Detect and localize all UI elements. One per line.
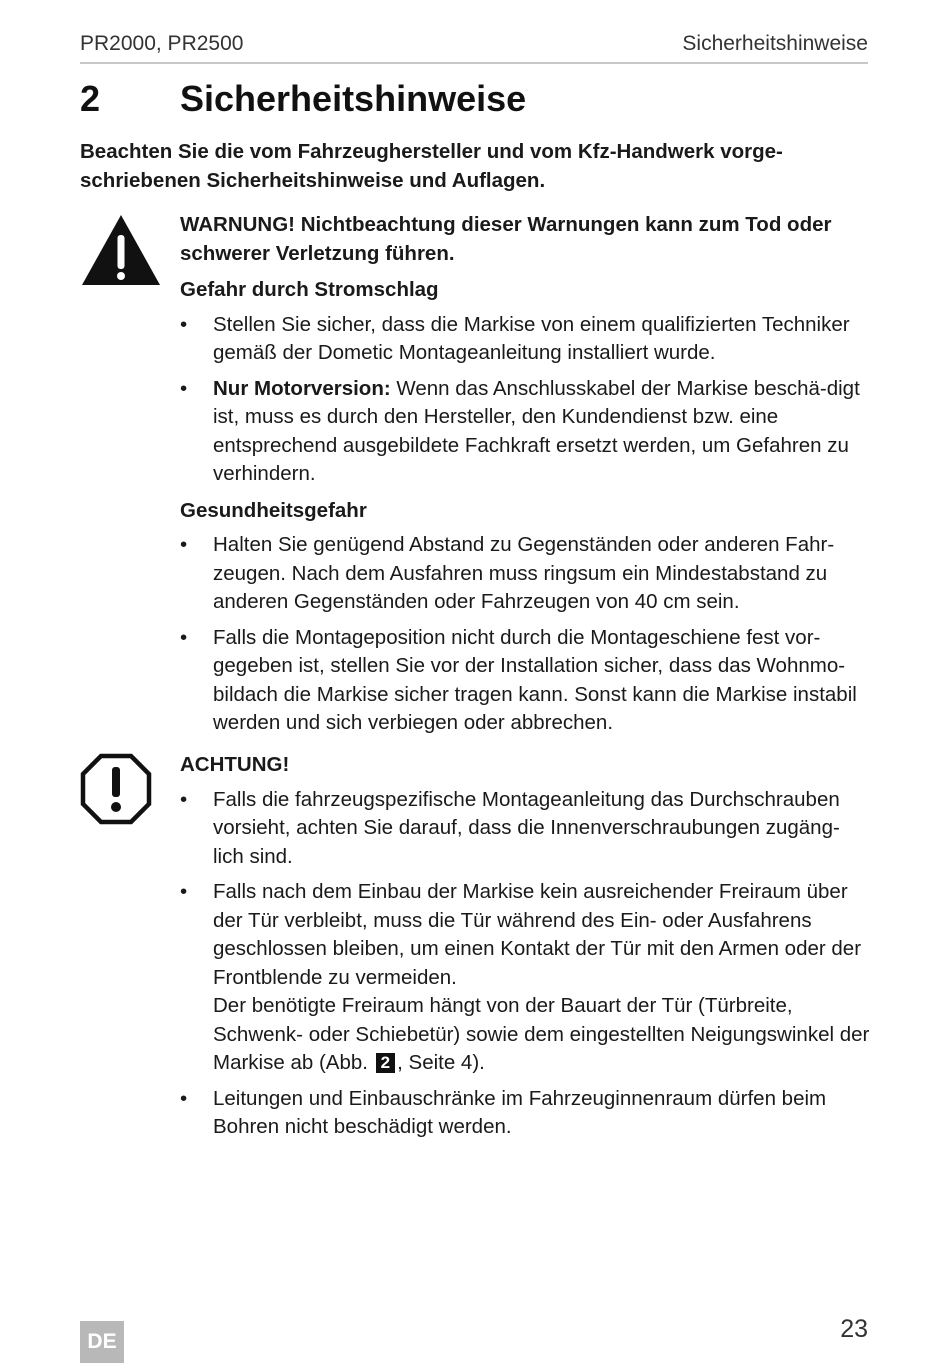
- bullet-marker: •: [180, 376, 188, 400]
- list-item-lead: Nur Motorversion:: [213, 376, 391, 400]
- list-item-text: Halten Sie genügend Abstand zu Gegenständen oder anderen Fahr-zeugen. Nach dem Ausfahren muss ringsum ein Mindestabstand zu anderen Gegenständen oder Fahrzeugen von 40 cm sein.: [213, 533, 835, 613]
- list-item-note-end: , Seite 4).: [397, 1051, 485, 1074]
- caution-block: [180, 751, 870, 1149]
- section-heading-health-hazard: Gesundheitsgefahr: [180, 498, 367, 522]
- list-item: [180, 624, 870, 738]
- list-item-text: Falls die Montageposition nicht durch die Montageschiene fest vor-gegeben ist, stellen Sie vor der Installation sicher, dass das Wohnmo-bildach die Markise sicher tragen kann. Sonst kann die Markise instabil werden und sich verbiegen oder abbrechen.: [213, 625, 857, 734]
- caution-title: ACHTUNG!: [180, 753, 290, 776]
- chapter-title: Sicherheitshinweise: [180, 78, 527, 119]
- warning-title: WARNUNG! Nichtbeachtung dieser Warnungen kann zum Tod oder schwerer Verletzung führen.: [180, 213, 832, 265]
- list-item-text: Stellen Sie sicher, dass die Markise von einem qualifizierten Techniker gemäß der Dometic Montageanleitung installiert wurde.: [213, 312, 850, 364]
- list-item: [180, 375, 870, 489]
- bullet-marker: •: [180, 1086, 188, 1110]
- bullet-marker: •: [180, 625, 188, 649]
- list-item-text: Falls nach dem Einbau der Markise kein ausreichender Freiraum über der Tür verbleibt, muss die Tür während des Ein- oder Ausfahrens geschlossen bleiben, um einen Kontakt der Tür mit den Armen oder der Frontblende zu vermeiden.: [213, 880, 862, 989]
- list-item: [180, 531, 870, 617]
- list-item-text: Wenn das Anschlusskabel der Markise beschä-digt ist, muss es durch den Hersteller, den Kundendienst bzw. eine entsprechend ausgebildete Fachkraft ersetzt werden, um Gefahren zu verhindern.: [213, 376, 860, 485]
- header-product-names: PR2000, PR2500: [80, 32, 244, 55]
- section-heading-electric-shock: Gefahr durch Stromschlag: [180, 278, 439, 301]
- list-item: [180, 1085, 870, 1142]
- page-number: 23: [840, 1315, 868, 1343]
- header-section-title: Sicherheitshinweise: [682, 32, 868, 55]
- list-item-text: Leitungen und Einbauschränke im Fahrzeuginnenraum dürfen beim Bohren nicht beschädigt werden.: [213, 1086, 827, 1138]
- health-hazard-list: [180, 531, 870, 738]
- list-item-note: Der benötigte Freiraum hängt von der Bauart der Tür (Türbreite, Schwenk- oder Schiebetür) sowie dem eingestellten Neigungswinkel der Markise ab (Abb.: [213, 994, 870, 1074]
- chapter-number: 2: [80, 78, 101, 119]
- electric-shock-list: [180, 311, 870, 489]
- list-item: [180, 878, 870, 1078]
- bullet-marker: •: [180, 880, 188, 903]
- intro-paragraph: Beachten Sie die vom Fahrzeughersteller und vom Kfz-Handwerk vorge-schriebenen Sicherheitshinweise und Auflagen.: [80, 140, 783, 192]
- bullet-marker: •: [180, 787, 188, 811]
- bullet-marker: •: [180, 533, 188, 556]
- warning-block: [180, 211, 870, 745]
- list-item: [180, 786, 870, 872]
- warning-triangle-icon: [80, 213, 162, 287]
- bullet-marker: •: [180, 312, 188, 336]
- list-item: [180, 311, 870, 368]
- caution-octagon-icon: [80, 753, 152, 825]
- list-item-text: Falls die fahrzeugspezifische Montageanleitung das Durchschrauben vorsieht, achten Sie darauf, dass die Innenverschraubungen zugäng-lich sind.: [213, 787, 840, 868]
- language-badge: DE: [80, 1321, 124, 1363]
- caution-list: [180, 786, 870, 1142]
- page-header: [80, 32, 868, 64]
- figure-reference-badge: 2: [376, 1053, 395, 1073]
